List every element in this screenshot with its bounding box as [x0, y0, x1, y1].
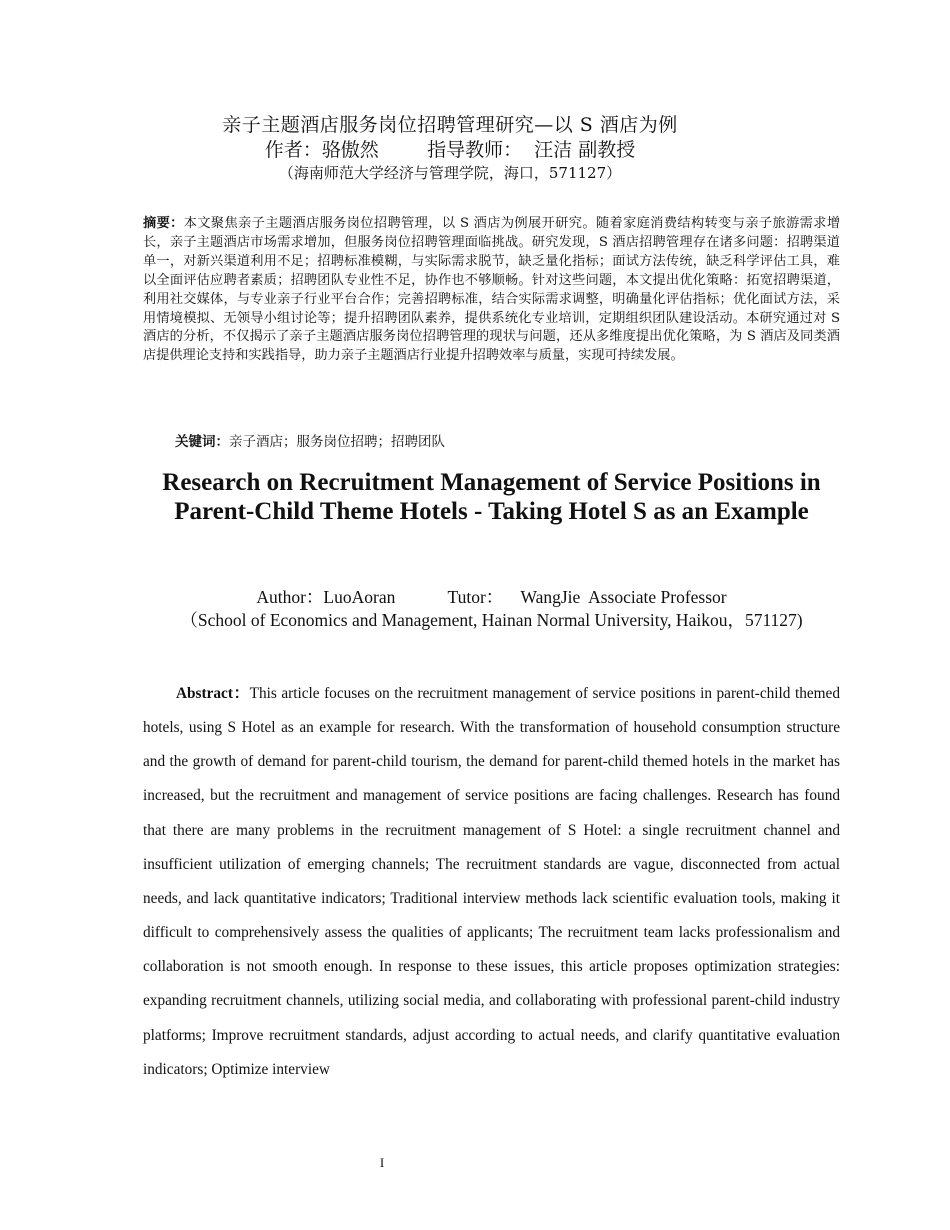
- page-number: I: [379, 1155, 385, 1170]
- chinese-affiliation: （海南师范大学经济与管理学院，海口，571127）: [278, 164, 622, 182]
- chinese-abstract: [143, 215, 840, 366]
- chinese-keywords-text: 亲子酒店；服务岗位招聘；招聘团队: [229, 434, 445, 450]
- chinese-abstract-label: 摘要：: [143, 216, 184, 231]
- chinese-keywords-label: 关键词：: [175, 434, 229, 450]
- chinese-authors-line: 作者：骆傲然 指导教师： 汪洁 副教授: [264, 139, 636, 161]
- chinese-abstract-text: 本文聚焦亲子主题酒店服务岗位招聘管理，以 S 酒店为例展开研究。随着家庭消费结构转变与亲子旅游需求增长，亲子主题酒店市场需求增加，但服务岗位招聘管理面临挑战。研究发现，S 酒店招聘管理存在诸多问题：招聘渠道单一，对新兴渠道利用不足；招聘标准模糊，与实际需求脱节，缺乏量化指标；面试方法传统，缺乏科学评估工具，难以全面评估应聘者素质；招聘团队专业性不足，协作也不够顺畅。针对这些问题，本文提出优化策略：拓宽招聘渠道，利用社交媒体，与专业亲子行业平台合作；完善招聘标准，结合实际需求调整，明确量化评估指标；优化面试方法，采用情境模拟、无领导小组讨论等；提升招聘团队素养，提供系统化专业培训，定期组织团队建设活动。本研究通过对 S 酒店的分析，不仅揭示了亲子主题酒店服务岗位招聘管理的现状与问题，还从多维度提出优化策略，为 S 酒店及同类酒店提供理论支持和实践指导，助力亲子主题酒店行业提升招聘效率与质量，实现可持续发展。: [143, 216, 841, 364]
- english-authors-line: Author：LuoAoran Tutor： WangJie Associate Professor: [256, 587, 727, 607]
- english-title: Research on Recruitment Management of Service Positions in Parent-Child Theme Hotels - Taking Hotel S as an Example: [162, 469, 821, 525]
- english-abstract-label: Abstract：: [176, 685, 250, 702]
- chinese-title: 亲子主题酒店服务岗位招聘管理研究—以 S 酒店为例: [222, 114, 678, 136]
- english-abstract: [143, 677, 840, 1087]
- chinese-keywords: [175, 432, 445, 452]
- english-abstract-text: This article focuses on the recruitment management of service positions in parent-child themed hotels, using S Hotel as an example for research. With the transformation of household consumption structure and the growth of demand for parent-child tourism, the demand for parent-child themed hotels in the market has increased, but the recruitment and management of service positions are facing challenges. Research has found that there are many problems in the recruitment management of S Hotel: a single recruitment channel and insufficient utilization of emerging channels; The recruitment standards are vague, disconnected from actual needs, and lack quantitative indicators; Traditional interview methods lack scientific evaluation tools, making it difficult to comprehensively assess the qualities of applicants; The recruitment team lacks professionalism and collaboration is not smooth enough. In response to these issues, this article proposes optimization strategies: expanding recruitment channels, utilizing social media, and collaborating with professional parent-child industry platforms; Improve recruitment standards, adjust according to actual needs, and clarify quantitative evaluation indicators; Optimize interview: [143, 685, 840, 1078]
- english-affiliation: （School of Economics and Management, Hainan Normal University, Haikou，571127): [180, 610, 803, 630]
